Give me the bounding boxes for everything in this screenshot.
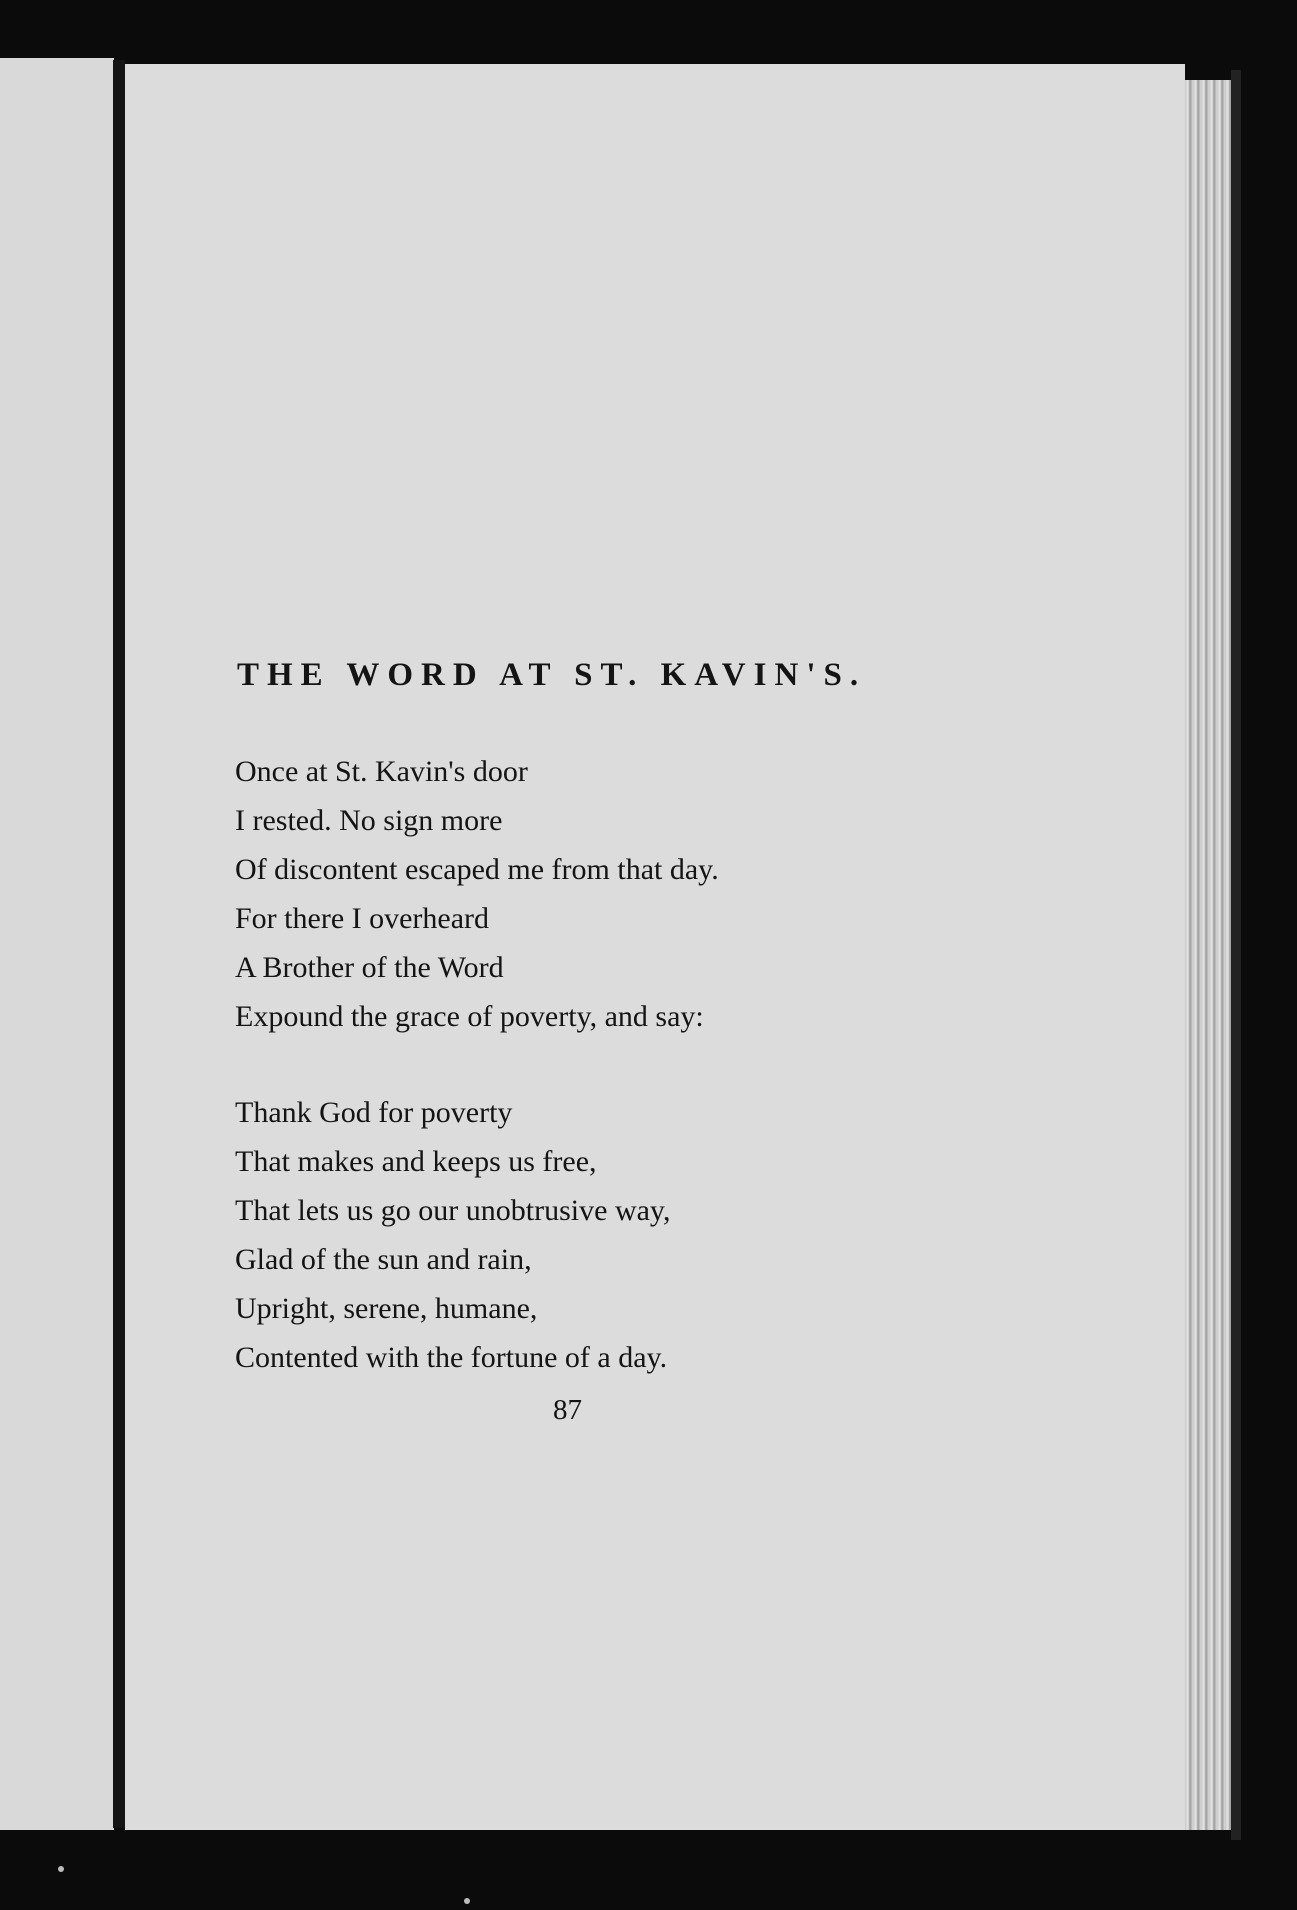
poem-line: Expound the grace of poverty, and say:	[235, 1000, 704, 1033]
stanza	[235, 1088, 670, 1382]
poem-line: That lets us go our unobtrusive way,	[235, 1194, 671, 1227]
poem-line: Once at St. Kavin's door	[235, 755, 528, 788]
poem-line: For there I overheard	[235, 902, 490, 935]
poem-line: Upright, serene, humane,	[235, 1292, 538, 1325]
poem-line: I rested. No sign more	[235, 804, 503, 837]
poem-line: Thank God for poverty	[235, 1096, 513, 1129]
poem-line: Contented with the fortune of a day.	[235, 1341, 668, 1374]
binding-shadow	[1231, 70, 1241, 1840]
page-text	[125, 64, 1185, 1830]
book-gutter	[113, 60, 125, 1828]
page-number: 87	[553, 1394, 582, 1426]
page-fore-edge	[1185, 80, 1231, 1830]
poem-line: Glad of the sun and rain,	[235, 1243, 532, 1276]
book-page	[125, 64, 1185, 1830]
scan-speck	[58, 1866, 64, 1872]
stanza	[235, 747, 719, 1041]
poem-line: That makes and keeps us free,	[235, 1145, 597, 1178]
poem-line: A Brother of the Word	[235, 951, 504, 984]
facing-page-edge	[0, 58, 114, 1830]
scan-speck	[464, 1898, 470, 1904]
poem-line: Of discontent escaped me from that day.	[235, 853, 719, 886]
poem-title: THE WORD AT ST. KAVIN'S.	[237, 657, 867, 693]
